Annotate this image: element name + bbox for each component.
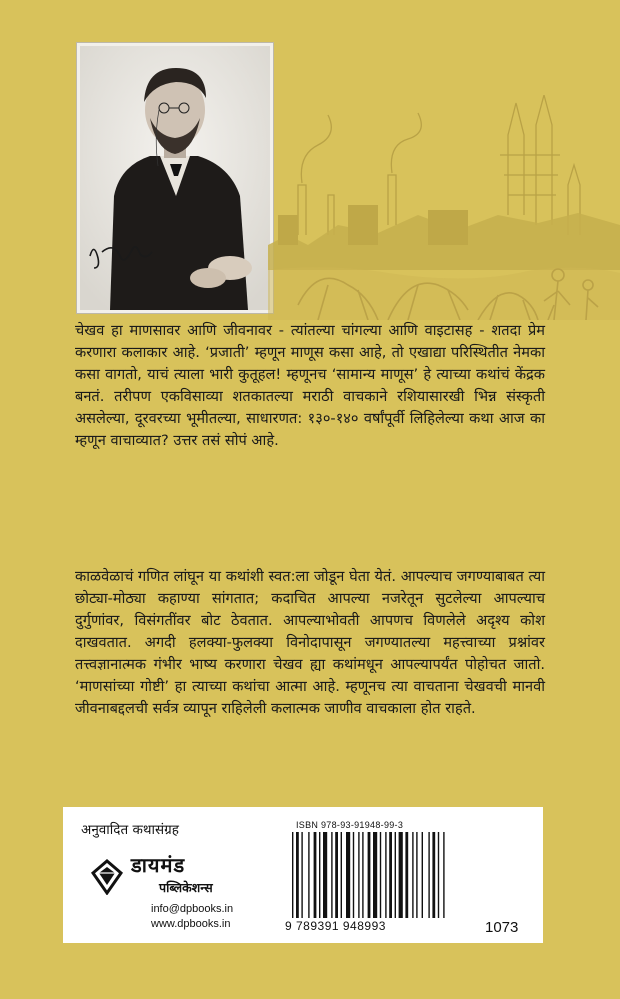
- isbn-label: ISBN 978-93-91948-99-3: [296, 820, 404, 830]
- publisher-website: www.dpbooks.in: [151, 918, 231, 930]
- publisher-name: डायमंड: [131, 853, 186, 877]
- barcode-bar: [405, 832, 408, 918]
- genre-label: अनुवादित कथासंग्रह: [81, 822, 179, 838]
- isbn-digits: 9 789391 948993: [285, 919, 386, 933]
- barcode-bar: [395, 832, 396, 918]
- barcode-bar: [308, 832, 309, 918]
- description-paragraph-2: काळवेळाचं गणित लांघून या कथांशी स्वत:ला जोडून घेता येतं. आपल्याच जगण्याबाबत त्या छोट्या-मोठ्या कहाण्या सांगतात; कदाचित आपल्या नजरेतून सुटलेल्या आपल्याच दुर्गुणांवर, विसंगतींवर बोट ठेवतात. आपल्याभोवती आपणच विणलेले अदृश्य कोश दाखवतात. अगदी हलक्या-फुलक्या विनोदापासून जगण्यातल्या महत्त्वाच्या प्रश्नांवर तत्त्वज्ञानात्मक गंभीर भाष्य करणारा चेखव ह्या कथांमधून आपल्यापर्यंत पोहोचत जातो. ‘माणसांच्या गोष्टी’ हा त्याच्या कथांचा आत्मा आहे. म्हणूनच त्या वाचताना चेखवची मानवी जीवनाबद्दलची सर्वत्र व्यापून राहिलेली कलात्मक जाणीव वाचकाला होत राहते.: [75, 568, 545, 717]
- publisher-subname: पब्लिकेशन्स: [159, 880, 213, 895]
- barcode-bar: [331, 832, 332, 918]
- isbn-barcode: [292, 832, 467, 918]
- barcode-bar: [292, 832, 293, 918]
- book-code: 1073: [485, 919, 519, 936]
- publisher-email: info@dpbooks.in: [151, 903, 234, 915]
- barcode-bar: [368, 832, 371, 918]
- barcode-bar: [319, 832, 320, 918]
- barcode-bar: [416, 832, 417, 918]
- barcode-bar: [389, 832, 392, 918]
- barcode-bar: [385, 832, 386, 918]
- barcode-bar: [296, 832, 299, 918]
- barcode-bar: [428, 832, 429, 918]
- publisher-strip: [63, 807, 543, 943]
- barcode-bar: [341, 832, 342, 918]
- barcode-bar: [422, 832, 423, 918]
- barcode-bar: [432, 832, 435, 918]
- description-paragraph-1: चेखव हा माणसावर आणि जीवनावर - त्यांतल्या चांगल्या आणि वाइटासह - शतदा प्रेम करणारा कलाकार आहे. ‘प्रजाती’ म्हणून माणूस कसा आहे, तो एखाद्या परिस्थितीत नेमका कसा वागतो, याचं त्याला भारी कुतूहल! म्हणूनच ‘सामान्य माणूस’ हे त्याच्या कथांचं केंद्रक बनतं. तरीपण एकविसाव्या शतकातल्या मराठी वाचकाने रशियासारखी भिन्न संस्कृती असलेल्या, दूरवरच्या भूमीतल्या, साधारणत: १३०-१४० वर्षांपूर्वी लिहिलेल्या कथा आज का म्हणून वाचाव्यात? उत्तर तसं सोपं आहे.: [75, 322, 545, 449]
- author-portrait-frame: [77, 43, 273, 313]
- barcode-bar: [438, 832, 439, 918]
- barcode-bar: [399, 832, 403, 918]
- barcode-bar: [443, 832, 444, 918]
- barcode-bar: [373, 832, 377, 918]
- barcode-bar: [314, 832, 317, 918]
- barcode-bar: [301, 832, 302, 918]
- barcode-bar: [346, 832, 350, 918]
- author-portrait: [80, 46, 270, 310]
- barcode-bar: [380, 832, 381, 918]
- barcode-bar: [412, 832, 413, 918]
- barcode-bar: [323, 832, 327, 918]
- barcode-bar: [362, 832, 363, 918]
- barcode-bar: [353, 832, 354, 918]
- diamond-logo-icon: [89, 859, 125, 895]
- barcode-bar: [358, 832, 359, 918]
- barcode-bar: [335, 832, 338, 918]
- city-sketch-illustration: [268, 95, 620, 320]
